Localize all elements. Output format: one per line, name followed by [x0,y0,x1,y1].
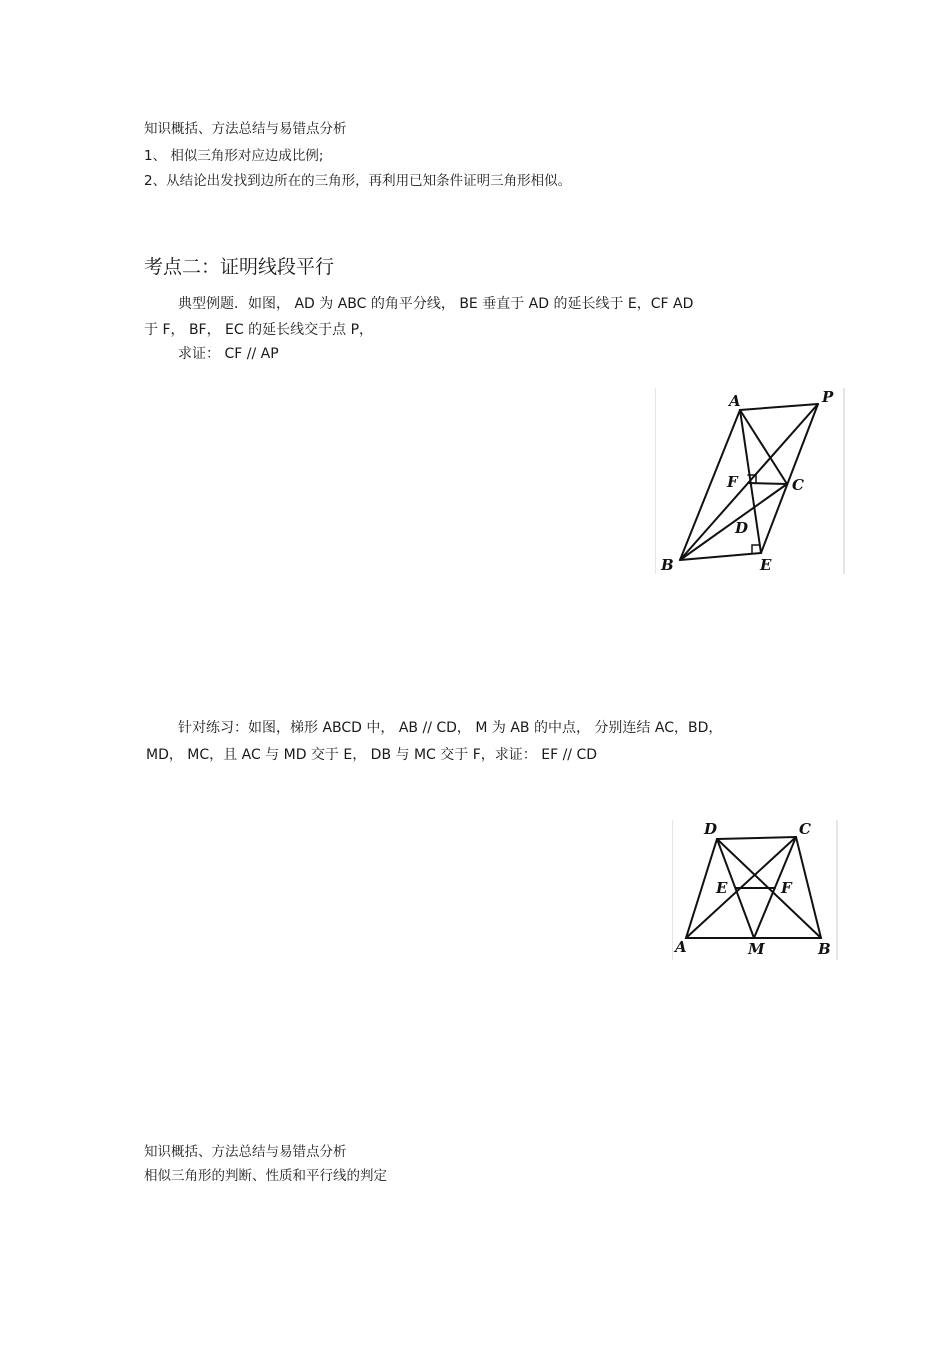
label-c: C [792,476,804,494]
summary-item-2: 2、从结论出发找到边所在的三角形，再利用已知条件证明三角形相似。 [144,173,572,189]
label-p: P [822,388,834,406]
label-e: E [716,879,728,897]
figure-triangle-abc [655,388,845,574]
label-c: C [799,820,811,838]
figure-trapezoid-abcd [672,820,838,960]
label-f: F [781,879,792,897]
label-a: A [675,938,687,956]
label-a: A [729,392,741,410]
label-b: B [818,940,831,958]
summary-text-2: 相似三角形的判断、性质和平行线的判定 [144,1168,387,1184]
example-line-1: 典型例题．如图， AD 为 ABC 的角平分线， BE 垂直于 AD 的延长线于 E，CF AD [178,296,694,312]
label-e: E [760,556,772,574]
practice-line-1: 针对练习：如图，梯形 ABCD 中， AB // CD， M 为 AB 的中点， 分别连结 AC，BD， [178,720,723,736]
section-title: 考点二：证明线段平行 [144,256,335,278]
label-b: B [661,556,674,574]
example-prove: 求证： CF // AP [178,346,279,362]
summary-heading-2: 知识概括、方法总结与易错点分析 [144,1144,347,1160]
example-line-2: 于 F， BF， EC 的延长线交于点 P， [144,322,374,338]
label-d: D [704,820,718,838]
label-m: M [748,940,765,958]
practice-line-2: MD， MC，且 AC 与 MD 交于 E， DB 与 MC 交于 F，求证： EF // CD [146,747,598,763]
label-f: F [727,473,738,491]
label-d: D [735,519,749,537]
summary-item-1: 1、 相似三角形对应边成比例; [144,148,324,164]
summary-heading-1: 知识概括、方法总结与易错点分析 [144,121,347,137]
